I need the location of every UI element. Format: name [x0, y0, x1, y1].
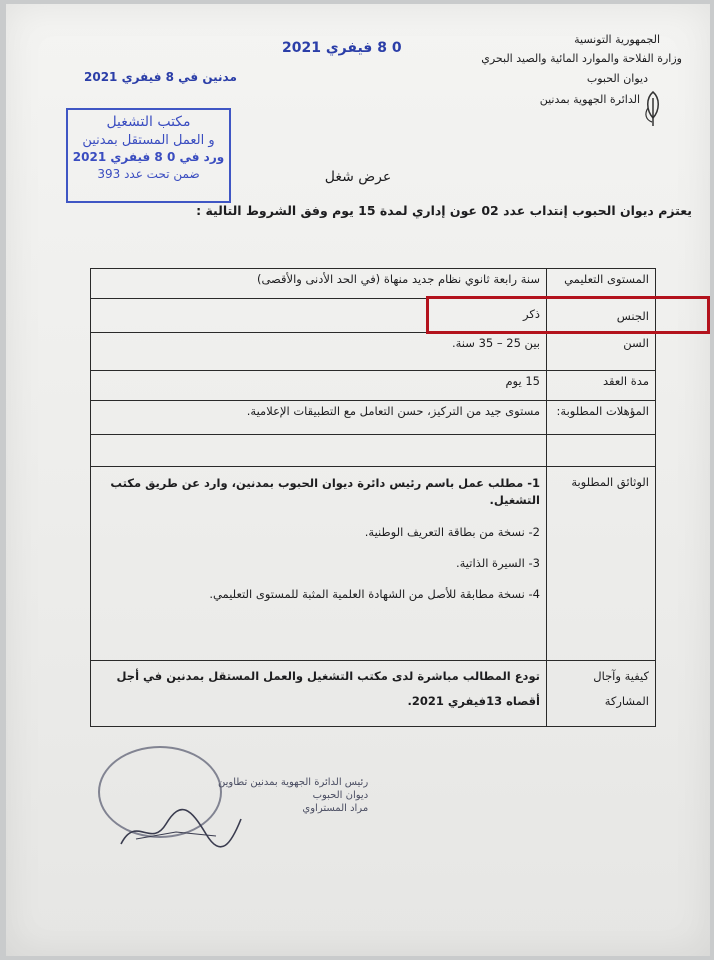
row-label: الوثائق المطلوبة	[547, 467, 656, 661]
row-label: المستوى التعليمي	[547, 269, 656, 299]
stamp-line-4: ضمن تحت عدد 393	[97, 166, 200, 181]
stamp-line-1: مكتب التشغيل	[106, 114, 191, 130]
date-stamp-top: 0 8 فيفري 2021	[282, 40, 402, 56]
table-row	[91, 467, 656, 661]
wheat-logo-icon	[640, 88, 666, 128]
row-label: كيفية وآجال المشاركة	[547, 661, 656, 727]
list-item: 2- نسخة من بطاقة التعريف الوطنية.	[364, 524, 540, 539]
list-item: 4- نسخة مطابقة للأصل من الشهادة العلمية المثبة للمستوى التعليمي.	[209, 587, 540, 601]
row-value: سنة رابعة ثانوي نظام جديد منهاة (في الحد الأدنى والأقصى)	[91, 269, 547, 299]
highlight-box	[426, 296, 710, 334]
conditions-table	[90, 268, 656, 727]
signature-line-1: رئيس الدائرة الجهوية بمدنين تطاوين	[218, 777, 369, 788]
row-value: مستوى جيد من التركيز، حسن التعامل مع التطبيقات الإعلامية.	[91, 401, 547, 435]
list-item: 1- مطلب عمل باسم رئيس دائرة ديوان الحبوب بمدنين، وارد عن طريق مكتب التشغيل.	[110, 476, 540, 508]
intro-text: يعتزم ديوان الحبوب إنتداب عدد 02 عون إداري لمدة 15 يوم وفق الشروط التالية :	[196, 203, 692, 218]
table-row	[91, 371, 656, 401]
table-row	[91, 269, 656, 299]
row-value: بين 25 – 35 سنة.	[91, 333, 547, 371]
directorate-name: الدائرة الجهوية بمدنين	[539, 92, 640, 106]
row-label: مدة العقد	[547, 371, 656, 401]
documents-list	[91, 467, 547, 661]
republic-name: الجمهورية التونسية	[574, 33, 660, 46]
table-row	[91, 333, 656, 371]
table-row	[91, 661, 656, 727]
row-value: تودع المطالب مباشرة لدى مكتب التشغيل والعمل المستقل بمدنين في أجل أقصاه 13فيفري 2021.	[91, 661, 547, 727]
stamp-line-3: ورد في 0 8 فيفري 2021	[72, 150, 225, 165]
signature-scribble-icon	[116, 804, 246, 854]
signature-line-2: ديوان الحبوب	[312, 790, 369, 801]
row-label: المؤهلات المطلوبة:	[547, 401, 656, 435]
row-label: الجنس	[547, 299, 656, 333]
page-title: عرض شغل	[324, 169, 392, 185]
table-row	[91, 401, 656, 435]
list-item: 3- السيرة الذاتية.	[455, 555, 540, 570]
reception-stamp	[66, 108, 231, 203]
stamp-line-2: و العمل المستقل بمدنين	[82, 132, 215, 148]
row-value: ذكر	[91, 299, 547, 333]
signature-line-3: مراد المستراوي	[302, 803, 369, 814]
row-value: 15 يوم	[91, 371, 547, 401]
date-line: مدنين في 8 فيفري 2021	[84, 70, 237, 84]
office-name: ديوان الحبوب	[586, 72, 648, 86]
ministry-name: وزارة الفلاحة والموارد المائية والصيد البحري	[481, 51, 682, 65]
table-row	[91, 435, 656, 467]
row-label: السن	[547, 333, 656, 371]
document-page	[6, 4, 710, 956]
